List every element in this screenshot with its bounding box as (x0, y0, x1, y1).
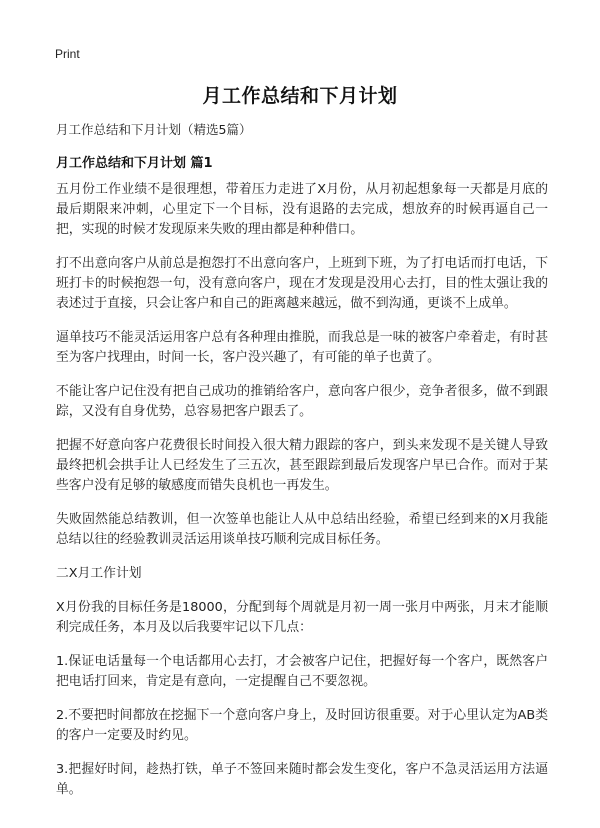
document-body (56, 180, 548, 814)
list-item: 2.不要把时间都放在挖掘下一个意向客户身上，及时回访很重要。对于心里认定为AB类的客户一定要及时约见。 (56, 708, 548, 743)
paragraph: 五月份工作业绩不是很理想，带着压力走进了X月份，从月初起想象每一天都是月底的最后期限来冲刺，心里定下一个目标，没有退路的去完成，想放弃的时候再逼自己一把，实现的时候才发现原来失败的理由都是种种借口。 (56, 182, 548, 237)
paragraph: 不能让客户记住没有把自己成功的推销给客户，意向客户很少，竞争者很多，做不到跟踪，又没有自身优势，总容易把客户跟丢了。 (56, 384, 548, 419)
list-item: 3.把握好时间，趁热打铁，单子不签回来随时都会发生变化，客户不急灵活运用方法逼单。 (56, 762, 548, 797)
paragraph: X月份我的目标任务是18000，分配到每个周就是月初一周一张月中两张，月末才能顺利完成任务，本月及以后我要牢记以下几点： (56, 600, 548, 635)
paragraph: 失败固然能总结教训，但一次签单也能让人从中总结出经验，希望已经到来的X月我能总结以往的经验教训灵活运用谈单技巧顺利完成目标任务。 (56, 512, 548, 547)
list-item: 1.保证电话量每一个电话都用心去打，才会被客户记住，把握好每一个客户，既然客户把电话打回来，肯定是有意向，一定提醒自己不要忽视。 (56, 654, 548, 689)
paragraph: 把握不好意向客户花费很长时间投入很大精力跟踪的客户，到头来发现不是关键人导致最终把机会拱手让人已经发生了三五次，甚至跟踪到最后发现客户早已合作。而对于某些客户没有足够的敏感度而错失良机也一再发生。 (56, 438, 548, 493)
print-label[interactable]: Print (55, 47, 80, 61)
section-heading: 月工作总结和下月计划 篇1 (56, 156, 213, 171)
page-title: 月工作总结和下月计划 (202, 85, 398, 107)
paragraph: 逼单技巧不能灵活运用客户总有各种理由推脱，而我总是一味的被客户牵着走，有时甚至为客户找理由，时间一长，客户没兴趣了，有可能的单子也黄了。 (56, 330, 548, 365)
paragraph: 打不出意向客户从前总是抱怨打不出意向客户，上班到下班，为了打电话而打电话，下班打卡的时候抱怨一句，没有意向客户，现在才发现是没用心去打，目的性太强让我的表述过于直接，只会让客户和自己的距离越来越远，做不到沟通，更谈不上成单。 (56, 256, 548, 311)
document-subtitle: 月工作总结和下月计划（精选5篇） (56, 122, 252, 137)
plan-heading: 二X月工作计划 (56, 566, 142, 581)
